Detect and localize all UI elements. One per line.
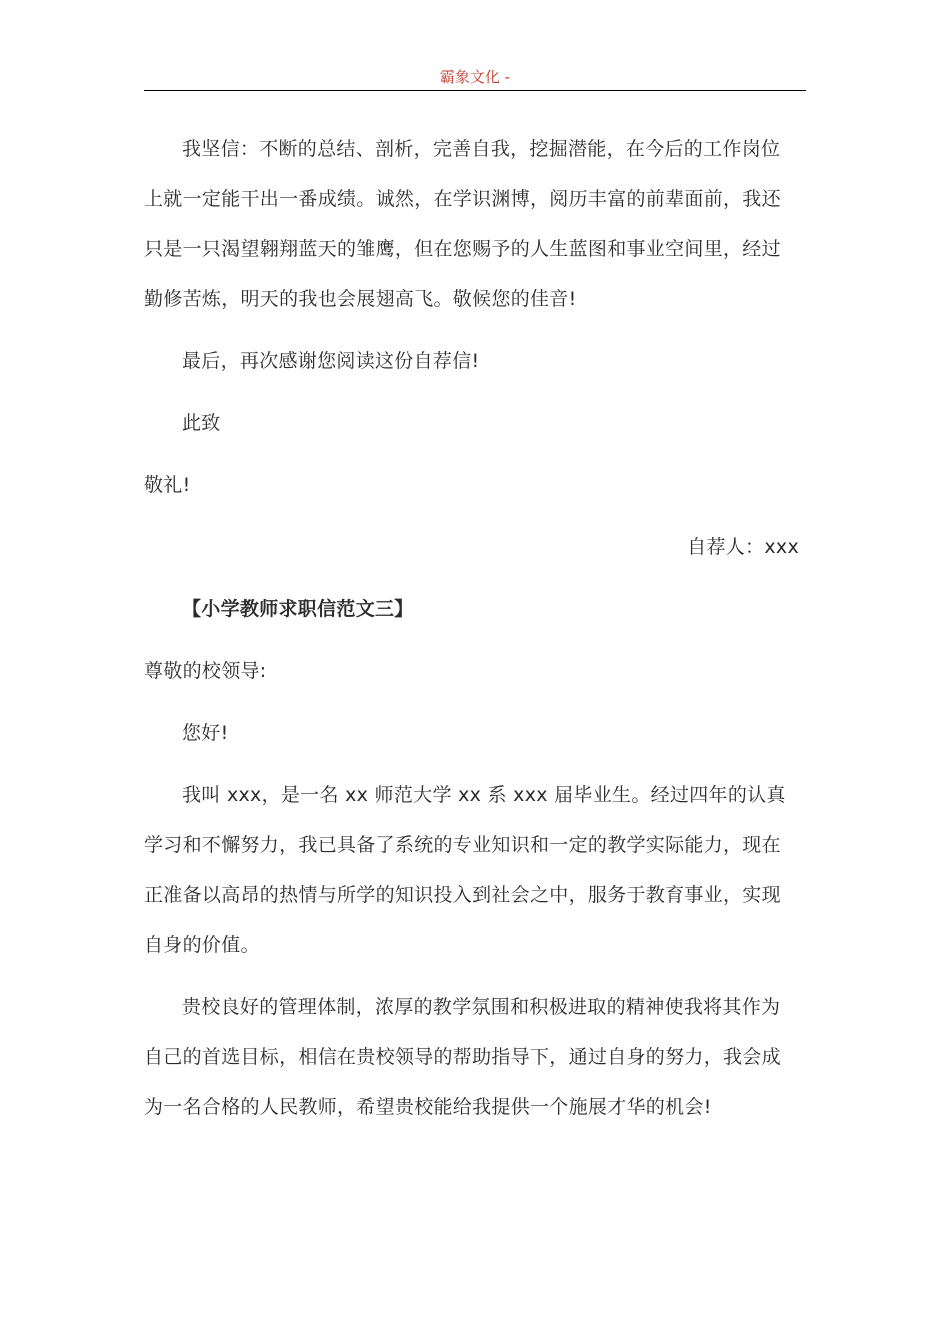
paragraph-introduction: 我叫 xxx，是一名 xx 师范大学 xx 系 xxx 届毕业生。经过四年的认真学习和不懈努力，我已具备了系统的专业知识和一定的教学实际能力，现在正准备以高昂的热情与所学的知识投入到社会之中，服务于教育事业，实现自身的价值。: [144, 784, 786, 956]
page-header-title: 霸象文化 -: [439, 68, 511, 86]
signature-line: 自荐人：xxx: [687, 536, 799, 558]
paragraph-thanks: 最后，再次感谢您阅读这份自荐信!: [182, 350, 480, 372]
closing-regards: 敬礼!: [144, 474, 191, 496]
header-divider: [144, 90, 806, 91]
closing-salutation: 此致: [182, 412, 221, 434]
letter-greeting: 您好!: [182, 722, 229, 744]
paragraph-motivation: 贵校良好的管理体制，浓厚的教学氛围和积极进取的精神使我将其作为自己的首选目标，相信在贵校领导的帮助指导下，通过自身的努力，我会成为一名合格的人民教师，希望贵校能给我提供一个施展才华的机会!: [144, 996, 781, 1118]
paragraph-conviction: 我坚信：不断的总结、剖析，完善自我，挖掘潜能，在今后的工作岗位上就一定能干出一番成绩。诚然，在学识渊博，阅历丰富的前辈面前，我还只是一只渴望翱翔蓝天的雏鹰，但在您赐予的人生蓝图和事业空间里，经过勤修苦炼，明天的我也会展翅高飞。敬候您的佳音!: [144, 138, 781, 310]
document-body: [144, 124, 799, 1132]
section-heading: 【小学教师求职信范文三】: [182, 598, 414, 620]
letter-salutation: 尊敬的校领导:: [144, 660, 267, 682]
